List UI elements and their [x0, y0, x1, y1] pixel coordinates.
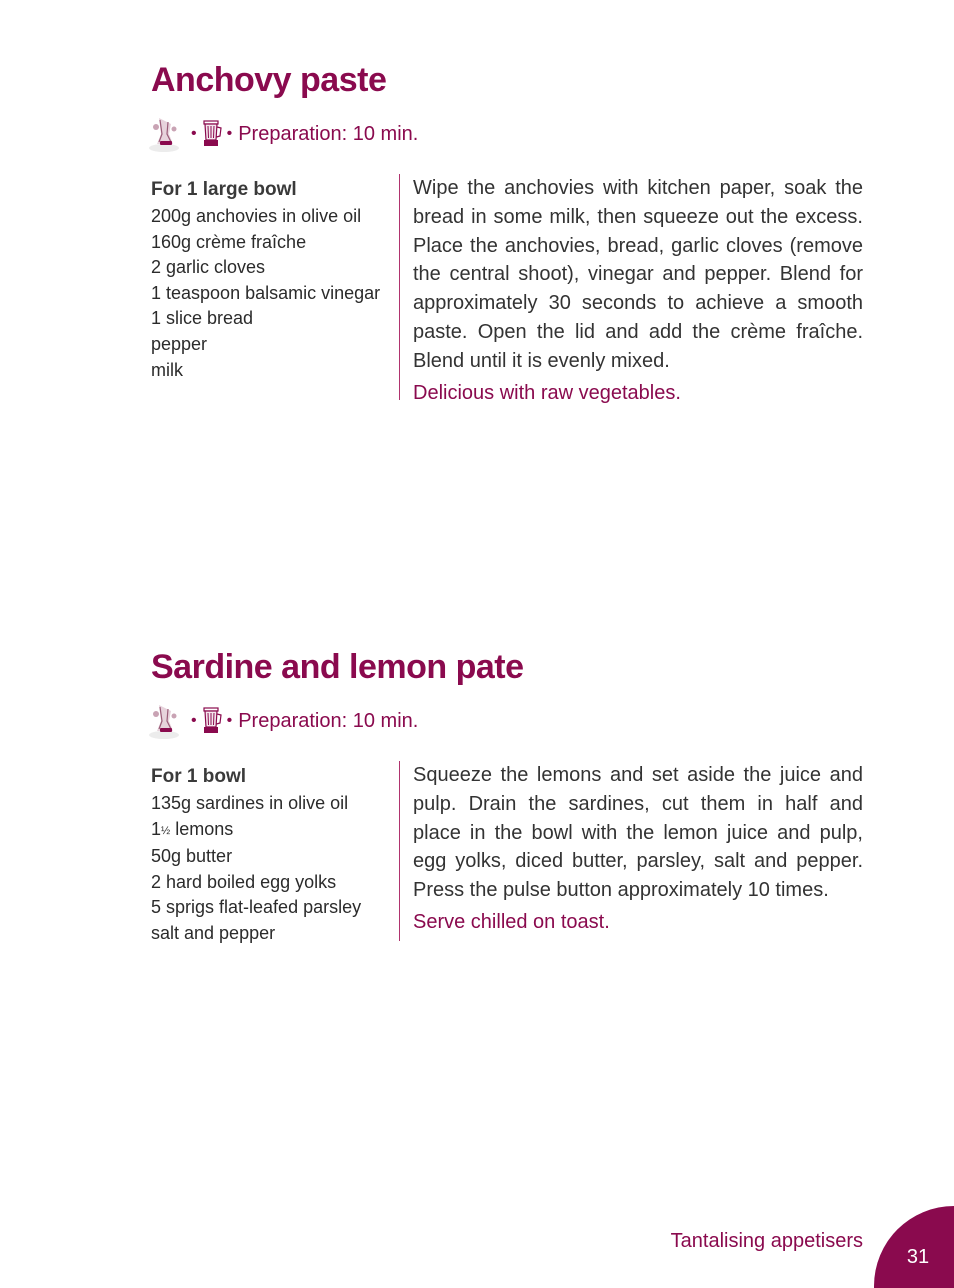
recipe-title: Sardine and lemon pate: [151, 648, 524, 686]
recipe-title: Anchovy paste: [151, 61, 387, 99]
preparation-time: Preparation: 10 min.: [238, 709, 419, 732]
instructions: Wipe the anchovies with kitchen paper, soak the bread in some milk, then squeeze out the excess. Place the anchovies, bread, garlic cloves (remove the central shoot), vinegar and pepper. Blend for approximately 30 seconds to achieve a smooth paste. Open the lid and add the crème fraîche. Blend until it is evenly mixed.: [413, 177, 863, 372]
jug-icon: [201, 706, 223, 736]
page-number: 31: [906, 1246, 930, 1268]
ingredient-fraction: ½: [161, 824, 171, 837]
ingredient-item: [151, 817, 396, 845]
ingredient-name: lemons: [175, 818, 234, 839]
method: [413, 174, 863, 407]
serving-tip: Delicious with raw vegetables.: [413, 381, 681, 404]
page-number-tab: [874, 1206, 954, 1288]
blender-icon: [147, 114, 187, 154]
ingredients-heading: For 1 large bowl: [151, 179, 297, 200]
jug-icon: [201, 119, 223, 149]
ingredient-item: milk: [151, 359, 183, 380]
ingredient-item: 5 sprigs flat-leafed parsley: [151, 897, 362, 918]
recipe-sardine-lemon-pate: [151, 645, 863, 943]
method: [413, 761, 863, 937]
ingredient-item: pepper: [151, 333, 208, 354]
ingredients-list: [151, 176, 396, 383]
ingredient-item: 50g butter: [151, 846, 233, 867]
ingredient-item: 200g anchovies in olive oil: [151, 206, 362, 226]
ingredient-item: 1 teaspoon balsamic vinegar: [151, 282, 381, 303]
blender-icon: [147, 701, 187, 741]
ingredients-heading: For 1 bowl: [151, 766, 246, 787]
ingredient-quantity: 1: [151, 818, 162, 839]
ingredient-item: 2 hard boiled egg yolks: [151, 871, 337, 892]
column-divider: [399, 174, 400, 400]
recipe-meta: • • Preparation: 10 min.: [147, 114, 418, 154]
instructions: Squeeze the lemons and set aside the juice and pulp. Drain the sardines, cut them in half and place in the bowl with the lemon juice and pulp, egg yolks, diced butter, parsley, salt and pepper. Press the pulse button approximately 10 times.: [413, 764, 863, 902]
preparation-time: Preparation: 10 min.: [238, 122, 419, 145]
ingredient-item: 160g crème fraîche: [151, 231, 307, 252]
ingredient-item: 2 garlic cloves: [151, 257, 266, 278]
ingredient-item: 135g sardines in olive oil: [151, 793, 349, 813]
ingredient-item: 1 slice bread: [151, 308, 254, 329]
recipe-anchovy-paste: [151, 58, 863, 404]
serving-tip: Serve chilled on toast.: [413, 910, 610, 933]
section-name: Tantalising appetisers: [670, 1230, 863, 1252]
ingredient-item: salt and pepper: [151, 922, 276, 943]
ingredients-list: [151, 763, 396, 947]
column-divider: [399, 761, 400, 941]
recipe-meta: • • Preparation: 10 min.: [147, 701, 418, 741]
